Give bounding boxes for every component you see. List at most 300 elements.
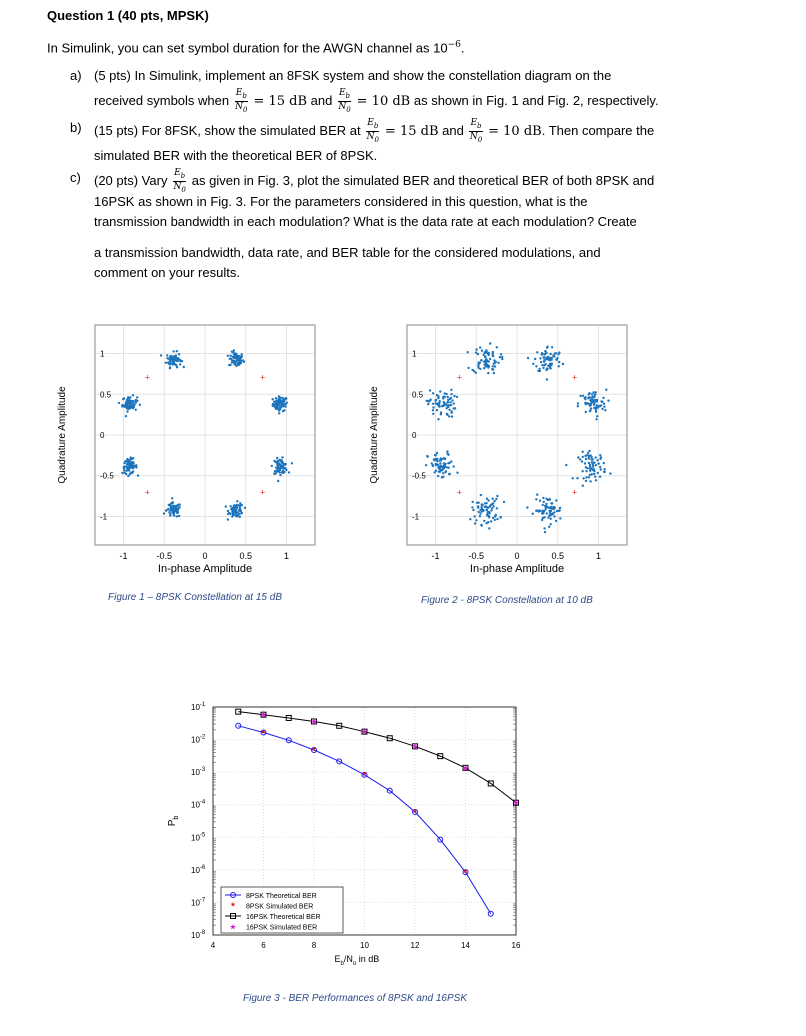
received-symbol-point (555, 520, 557, 522)
received-symbol-point (126, 404, 128, 406)
received-symbol-point (484, 355, 486, 357)
received-symbol-point (169, 358, 171, 360)
y-tick-label: $10^{-8}$ (191, 930, 206, 940)
figure-1-constellation (50, 320, 320, 585)
marker-8psk-simulated: * (362, 770, 367, 782)
received-symbol-point (437, 418, 439, 420)
received-symbol-point (433, 471, 435, 473)
figure-2-caption: Figure 2 - 8PSK Constellation at 10 dB (421, 595, 593, 606)
received-symbol-point (176, 350, 178, 352)
received-symbol-point (490, 509, 492, 511)
received-symbol-point (494, 365, 496, 367)
received-symbol-point (429, 389, 431, 391)
received-symbol-point (548, 510, 550, 512)
received-symbol-point (477, 506, 479, 508)
received-symbol-point (595, 479, 597, 481)
received-symbol-point (235, 507, 237, 509)
received-symbol-point (486, 514, 488, 516)
marker-8psk-simulated: * (261, 728, 266, 740)
marker-16psk-simulated: ★ (360, 726, 369, 737)
received-symbol-point (549, 359, 551, 361)
y-tick-label: -1 (100, 512, 108, 522)
received-symbol-point (595, 456, 597, 458)
received-symbol-point (584, 398, 586, 400)
eb-no-fraction: $\frac{E_b}{N_0}$ (235, 88, 248, 114)
received-symbol-point (549, 363, 551, 365)
received-symbol-point (536, 494, 538, 496)
received-symbol-point (445, 393, 447, 395)
marker-16psk-simulated: ★ (511, 797, 521, 808)
received-symbol-point (271, 465, 273, 467)
received-symbol-point (547, 516, 549, 518)
received-symbol-point (172, 359, 174, 361)
received-symbol-point (233, 349, 235, 351)
received-symbol-point (479, 346, 481, 348)
received-symbol-point (236, 500, 238, 502)
received-symbol-point (541, 512, 543, 514)
received-symbol-point (436, 394, 438, 396)
received-symbol-point (173, 515, 175, 517)
received-symbol-point (501, 358, 503, 360)
received-symbol-point (286, 401, 288, 403)
received-symbol-point (603, 406, 605, 408)
received-symbol-point (543, 501, 545, 503)
x-tick-label: 0 (202, 551, 208, 561)
received-symbol-point (492, 498, 494, 500)
received-symbol-point (546, 367, 548, 369)
legend-label: 8PSK Simulated BER (246, 903, 314, 911)
received-symbol-point (600, 468, 602, 470)
received-symbol-point (591, 461, 593, 463)
received-symbol-point (497, 362, 499, 364)
received-symbol-point (483, 520, 485, 522)
received-symbol-point (444, 463, 446, 465)
received-symbol-point (432, 406, 434, 408)
received-symbol-point (481, 510, 483, 512)
received-symbol-point (596, 459, 598, 461)
received-symbol-point (526, 506, 528, 508)
received-symbol-point (135, 400, 137, 402)
received-symbol-point (592, 464, 594, 466)
received-symbol-point (589, 470, 591, 472)
received-symbol-point (584, 455, 586, 457)
received-symbol-point (453, 465, 455, 467)
received-symbol-point (432, 392, 434, 394)
received-symbol-point (588, 393, 590, 395)
y-tick-label: $10^{-7}$ (191, 897, 206, 908)
received-symbol-point (607, 400, 609, 402)
received-symbol-point (545, 503, 547, 505)
marker-16psk-simulated: ★ (309, 716, 319, 727)
y-tick-label: 0.5 (100, 390, 112, 400)
received-symbol-point (125, 415, 127, 417)
received-symbol-point (278, 471, 280, 473)
received-symbol-point (558, 351, 560, 353)
y-axis-label: Quadrature Amplitude (369, 386, 380, 484)
received-symbol-point (229, 355, 231, 357)
received-symbol-point (483, 354, 485, 356)
received-symbol-point (435, 454, 437, 456)
received-symbol-point (273, 403, 275, 405)
marker-16psk-simulated: ★ (259, 709, 268, 720)
received-symbol-point (453, 402, 455, 404)
received-symbol-point (603, 403, 605, 405)
eb-no-fraction: $\frac{E_b}{N_0}$ (469, 118, 483, 144)
received-symbol-point (582, 485, 584, 487)
received-symbol-point (165, 509, 167, 511)
received-symbol-point (486, 509, 488, 511)
received-symbol-point (558, 509, 560, 511)
received-symbol-point (601, 408, 603, 410)
reference-point: + (456, 372, 463, 383)
received-symbol-point (440, 413, 442, 415)
received-symbol-point (576, 477, 578, 479)
received-symbol-point (596, 415, 598, 417)
marker-16psk-simulated: ★ (461, 762, 470, 773)
received-symbol-point (169, 515, 171, 517)
received-symbol-point (597, 472, 599, 474)
received-symbol-point (435, 464, 437, 466)
received-symbol-point (285, 397, 287, 399)
y-tick-label: $10^{-5}$ (191, 832, 206, 843)
received-symbol-point (231, 511, 233, 513)
marker-8psk-simulated: * (463, 868, 468, 880)
received-symbol-point (135, 466, 137, 468)
received-symbol-point (453, 395, 455, 397)
received-symbol-point (166, 354, 168, 356)
received-symbol-point (475, 372, 477, 374)
received-symbol-point (167, 361, 169, 363)
received-symbol-point (547, 499, 549, 501)
received-symbol-point (167, 508, 169, 510)
received-symbol-point (456, 396, 458, 398)
received-symbol-point (129, 461, 131, 463)
received-symbol-point (527, 357, 529, 359)
received-symbol-point (594, 399, 596, 401)
received-symbol-point (448, 415, 450, 417)
received-symbol-point (277, 480, 279, 482)
received-symbol-point (426, 400, 428, 402)
received-symbol-point (276, 407, 278, 409)
received-symbol-point (547, 506, 549, 508)
received-symbol-point (432, 413, 434, 415)
received-symbol-point (534, 358, 536, 360)
received-symbol-point (538, 368, 540, 370)
y-tick-label: 0 (412, 431, 417, 440)
received-symbol-point (558, 365, 560, 367)
received-symbol-point (589, 454, 591, 456)
x-axis-label: In-phase Amplitude (157, 563, 253, 575)
received-symbol-point (544, 350, 546, 352)
received-symbol-point (282, 467, 284, 469)
received-symbol-point (135, 409, 137, 411)
received-symbol-point (599, 454, 601, 456)
received-symbol-point (587, 452, 589, 454)
received-symbol-point (541, 364, 543, 366)
received-symbol-point (472, 509, 474, 511)
y-tick-label: 1 (100, 349, 105, 359)
eb-no-fraction: $\frac{E_b}{N_0}$ (366, 118, 379, 144)
received-symbol-point (494, 362, 496, 364)
received-symbol-point (232, 513, 234, 515)
received-symbol-point (279, 474, 281, 476)
received-symbol-point (486, 365, 488, 367)
received-symbol-point (532, 513, 534, 515)
received-symbol-point (241, 353, 243, 355)
received-symbol-point (541, 354, 543, 356)
legend-marker: * (231, 901, 235, 913)
received-symbol-point (165, 362, 167, 364)
received-symbol-point (451, 399, 453, 401)
x-tick-label: 6 (261, 941, 266, 950)
received-symbol-point (284, 405, 286, 407)
received-symbol-point (546, 378, 548, 380)
received-symbol-point (280, 402, 282, 404)
received-symbol-point (582, 395, 584, 397)
figure-3-ber-chart (160, 695, 530, 980)
received-symbol-point (442, 396, 444, 398)
received-symbol-point (493, 359, 495, 361)
received-symbol-point (431, 462, 433, 464)
received-symbol-point (279, 459, 281, 461)
received-symbol-point (130, 472, 132, 474)
received-symbol-point (244, 507, 246, 509)
received-symbol-point (554, 352, 556, 354)
received-symbol-point (448, 409, 450, 411)
received-symbol-point (273, 406, 275, 408)
received-symbol-point (280, 397, 282, 399)
received-symbol-point (577, 456, 579, 458)
reference-point: + (144, 487, 151, 498)
received-symbol-point (581, 460, 583, 462)
received-symbol-point (492, 351, 494, 353)
received-symbol-point (179, 363, 181, 365)
received-symbol-point (603, 471, 605, 473)
y-tick-label: 0 (100, 431, 105, 440)
received-symbol-point (591, 396, 593, 398)
received-symbol-point (282, 410, 284, 412)
marker-8psk-simulated: * (312, 745, 316, 757)
series-line-8psk-theoretical (238, 726, 490, 914)
received-symbol-point (450, 389, 452, 391)
received-symbol-point (481, 503, 483, 505)
received-symbol-point (227, 510, 229, 512)
received-symbol-point (234, 355, 236, 357)
x-tick-label: -1 (431, 551, 440, 561)
received-symbol-point (277, 466, 279, 468)
received-symbol-point (183, 366, 185, 368)
received-symbol-point (178, 503, 180, 505)
received-symbol-point (227, 355, 229, 357)
received-symbol-point (589, 404, 591, 406)
received-symbol-point (438, 471, 440, 473)
received-symbol-point (174, 356, 176, 358)
y-tick-label: 0.5 (412, 390, 424, 400)
received-symbol-point (227, 518, 229, 520)
received-symbol-point (454, 407, 456, 409)
received-symbol-point (593, 404, 595, 406)
received-symbol-point (178, 353, 180, 355)
received-symbol-point (594, 476, 596, 478)
received-symbol-point (593, 473, 595, 475)
received-symbol-point (592, 468, 594, 470)
received-symbol-point (476, 502, 478, 504)
received-symbol-point (239, 502, 241, 504)
received-symbol-point (283, 403, 285, 405)
received-symbol-point (492, 517, 494, 519)
x-axis-label: $E_b/N_o$ in dB (334, 954, 380, 967)
received-symbol-point (168, 504, 170, 506)
received-symbol-point (136, 396, 138, 398)
y-tick-label: $10^{-1}$ (191, 702, 206, 712)
received-symbol-point (542, 367, 544, 369)
received-symbol-point (543, 359, 545, 361)
received-symbol-point (495, 498, 497, 500)
received-symbol-point (597, 462, 599, 464)
received-symbol-point (448, 404, 450, 406)
received-symbol-point (475, 519, 477, 521)
received-symbol-point (493, 500, 495, 502)
received-symbol-point (440, 465, 442, 467)
received-symbol-point (483, 367, 485, 369)
received-symbol-point (604, 409, 606, 411)
received-symbol-point (236, 504, 238, 506)
received-symbol-point (240, 510, 242, 512)
received-symbol-point (588, 476, 590, 478)
received-symbol-point (535, 498, 537, 500)
received-symbol-point (437, 397, 439, 399)
received-symbol-point (595, 409, 597, 411)
received-symbol-point (427, 403, 429, 405)
received-symbol-point (582, 456, 584, 458)
received-symbol-point (549, 353, 551, 355)
received-symbol-point (444, 465, 446, 467)
received-symbol-point (451, 410, 453, 412)
received-symbol-point (595, 391, 597, 393)
received-symbol-point (179, 360, 181, 362)
received-symbol-point (553, 515, 555, 517)
x-tick-label: 0.5 (551, 551, 564, 561)
received-symbol-point (129, 404, 131, 406)
received-symbol-point (446, 450, 448, 452)
received-symbol-point (545, 363, 547, 365)
received-symbol-point (489, 505, 491, 507)
received-symbol-point (556, 510, 558, 512)
y-tick-label: $10^{-6}$ (191, 864, 206, 875)
received-symbol-point (450, 393, 452, 395)
x-tick-label: 0 (514, 551, 520, 561)
received-symbol-point (121, 472, 123, 474)
received-symbol-point (555, 358, 557, 360)
received-symbol-point (589, 397, 591, 399)
received-symbol-point (594, 393, 596, 395)
received-symbol-point (471, 506, 473, 508)
legend-label: 16PSK Simulated BER (246, 924, 318, 932)
received-symbol-point (237, 359, 239, 361)
received-symbol-point (447, 396, 449, 398)
x-axis-label: In-phase Amplitude (469, 563, 565, 575)
received-symbol-point (480, 524, 482, 526)
received-symbol-point (603, 468, 605, 470)
received-symbol-point (585, 476, 587, 478)
received-symbol-point (549, 366, 551, 368)
received-symbol-point (550, 502, 552, 504)
received-symbol-point (132, 401, 134, 403)
received-symbol-point (585, 470, 587, 472)
received-symbol-point (595, 464, 597, 466)
received-symbol-point (599, 405, 601, 407)
received-symbol-point (588, 457, 590, 459)
received-symbol-point (280, 464, 282, 466)
received-symbol-point (609, 472, 611, 474)
received-symbol-point (160, 354, 162, 356)
received-symbol-point (163, 512, 165, 514)
x-tick-label: 12 (410, 941, 420, 950)
received-symbol-point (278, 412, 280, 414)
received-symbol-point (602, 397, 604, 399)
x-tick-label: -1 (119, 551, 128, 561)
received-symbol-point (288, 471, 290, 473)
received-symbol-point (450, 401, 452, 403)
series-line-16psk-theoretical (238, 709, 516, 803)
figure-3-caption: Figure 3 - BER Performances of 8PSK and 16PSK (243, 993, 467, 1004)
received-symbol-point (601, 401, 603, 403)
received-symbol-point (503, 501, 505, 503)
received-symbol-point (174, 507, 176, 509)
received-symbol-point (544, 531, 546, 533)
received-symbol-point (489, 512, 491, 514)
eb-no-fraction: $\frac{E_b}{N_0}$ (338, 88, 351, 114)
reference-point: + (259, 487, 266, 498)
received-symbol-point (483, 360, 485, 362)
received-symbol-point (539, 357, 541, 359)
received-symbol-point (559, 517, 561, 519)
received-symbol-point (118, 402, 120, 404)
received-symbol-point (127, 475, 129, 477)
received-symbol-point (488, 527, 490, 529)
received-symbol-point (587, 397, 589, 399)
received-symbol-point (582, 470, 584, 472)
received-symbol-point (589, 467, 591, 469)
received-symbol-point (477, 353, 479, 355)
figure-2-constellation (362, 320, 632, 588)
received-symbol-point (176, 515, 178, 517)
received-symbol-point (285, 469, 287, 471)
received-symbol-point (550, 523, 552, 525)
received-symbol-point (283, 464, 285, 466)
x-tick-label: 0.5 (239, 551, 252, 561)
x-tick-label: -0.5 (468, 551, 485, 561)
y-axis-label: $P_b$ (167, 815, 180, 827)
received-symbol-point (593, 401, 595, 403)
y-tick-label: 1 (412, 349, 417, 359)
received-symbol-point (445, 470, 447, 472)
received-symbol-point (123, 462, 125, 464)
received-symbol-point (123, 467, 125, 469)
legend-label: 16PSK Theoretical BER (246, 914, 321, 921)
received-symbol-point (479, 515, 481, 517)
received-symbol-point (536, 509, 538, 511)
received-symbol-point (137, 474, 139, 476)
x-tick-label: 8 (311, 941, 317, 950)
received-symbol-point (492, 505, 494, 507)
x-tick-label: 4 (210, 941, 216, 950)
received-symbol-point (133, 465, 135, 467)
received-symbol-point (585, 458, 587, 460)
received-symbol-point (484, 505, 486, 507)
received-symbol-point (558, 361, 560, 363)
received-symbol-point (589, 480, 591, 482)
